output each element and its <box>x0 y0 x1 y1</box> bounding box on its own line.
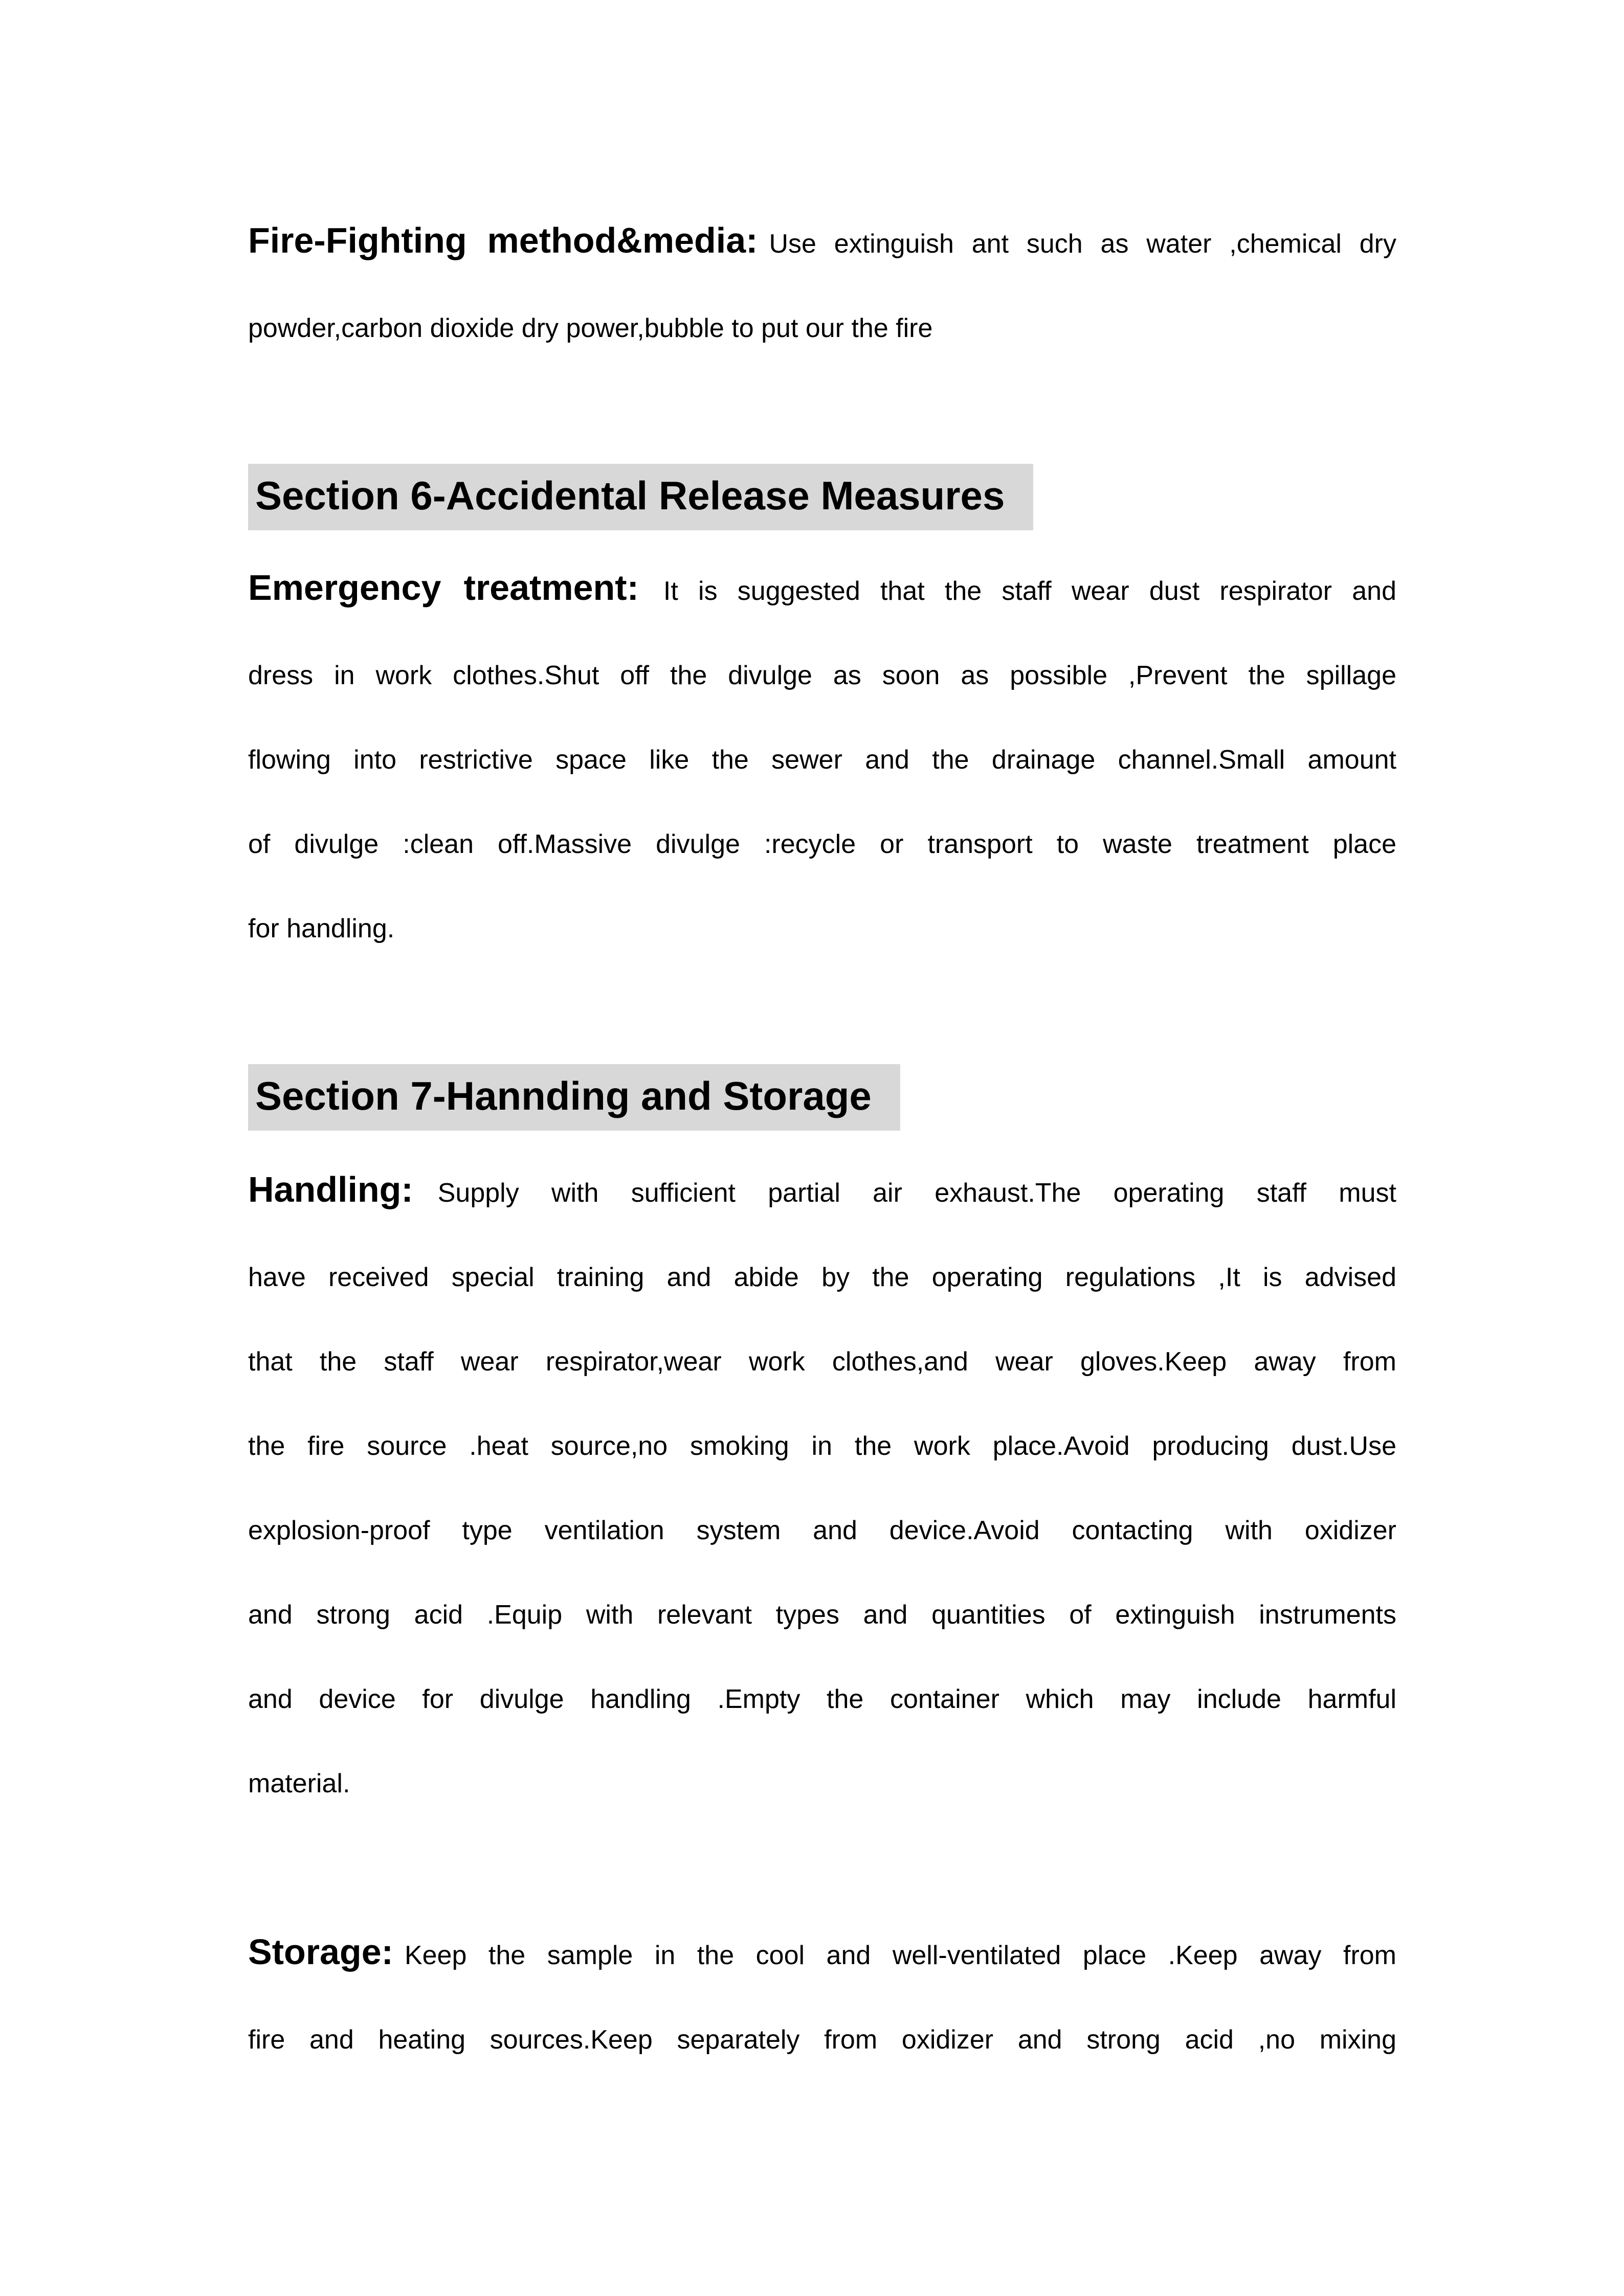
text-line: have received special training and abide by the operating regulations ,It is advised <box>248 1263 1396 1292</box>
paragraph-handling <box>248 1147 1396 1826</box>
text-line: fire and heating sources.Keep separately from oxidizer and strong acid ,no mixing <box>248 2025 1396 2055</box>
text-line: and device for divulge handling .Empty the container which may include harmful <box>248 1684 1396 1714</box>
text-line <box>248 198 1396 286</box>
section-6-heading <box>248 464 1396 530</box>
text-line: for handling. <box>248 914 395 943</box>
text-run: Keep the sample in the cool and well-ventilated place .Keep away from <box>404 1941 1396 1970</box>
text-line: explosion-proof type ventilation system and device.Avoid contacting with oxidizer <box>248 1516 1396 1545</box>
paragraph-storage <box>248 1910 1396 2082</box>
emergency-treatment-lead-label: Emergency treatment: <box>248 568 639 607</box>
text-run: Use extinguish ant such as water ,chemical dry <box>769 229 1396 259</box>
text-line: material. <box>248 1769 350 1798</box>
text-run: It is suggested that the staff wear dust respirator and <box>663 576 1396 606</box>
paragraph-fire-fighting <box>248 198 1396 371</box>
fire-fighting-lead-label: Fire-Fighting method&media: <box>248 220 758 260</box>
text-line <box>248 1147 1396 1235</box>
text-line: of divulge :clean off.Massive divulge :recycle or transport to waste treatment place <box>248 829 1396 859</box>
paragraph-emergency-treatment <box>248 546 1396 971</box>
text-run: Supply with sufficient partial air exhaust.The operating staff must <box>437 1178 1396 1208</box>
text-line <box>248 546 1396 634</box>
text-line: flowing into restrictive space like the sewer and the drainage channel.Small amount <box>248 745 1396 775</box>
section-7-heading-highlight: Section 7-Hannding and Storage <box>248 1064 900 1131</box>
text-line <box>248 1910 1396 1998</box>
text-line: powder,carbon dioxide dry power,bubble to put our the fire <box>248 313 933 343</box>
storage-lead-label: Storage: <box>248 1932 393 1972</box>
text-line: dress in work clothes.Shut off the divulge as soon as possible ,Prevent the spillage <box>248 661 1396 690</box>
text-line: the fire source .heat source,no smoking in the work place.Avoid producing dust.Use <box>248 1431 1396 1461</box>
section-6-heading-highlight: Section 6-Accidental Release Measures <box>248 464 1033 530</box>
text-line: that the staff wear respirator,wear work clothes,and wear gloves.Keep away from <box>248 1347 1396 1377</box>
section-7-heading <box>248 1064 1396 1131</box>
handling-lead-label: Handling: <box>248 1169 413 1209</box>
text-line: and strong acid .Equip with relevant types and quantities of extinguish instruments <box>248 1600 1396 1630</box>
